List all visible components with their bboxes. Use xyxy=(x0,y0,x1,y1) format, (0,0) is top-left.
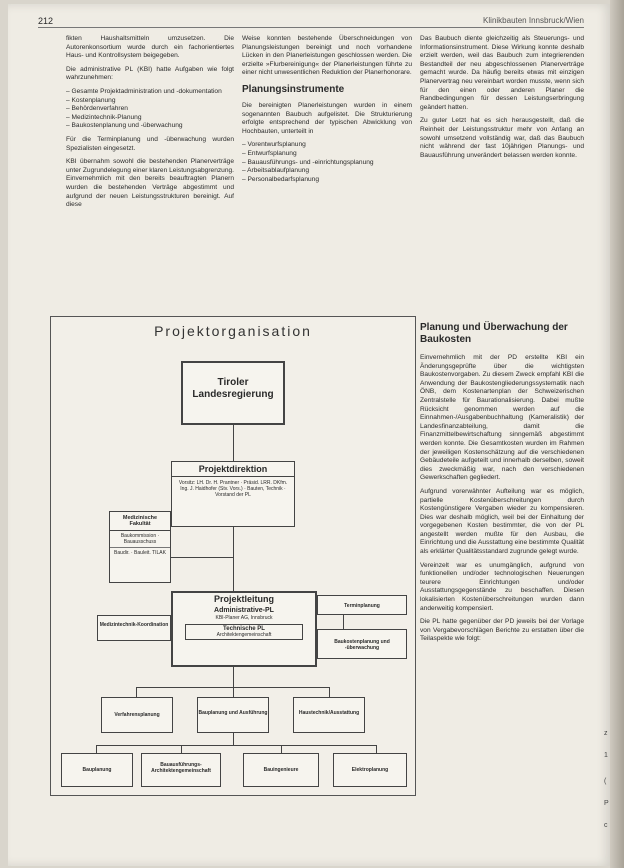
book-spine xyxy=(610,0,624,868)
box-label: Terminplanung xyxy=(344,603,380,609)
list-item: – Behördenverfahren xyxy=(66,105,234,114)
margin-glyph: z xyxy=(604,730,608,737)
box-label: Technische PL xyxy=(223,626,265,632)
list-item: – Baukostenplanung und -überwachung xyxy=(66,122,234,131)
row4-box xyxy=(333,753,407,787)
row4-box xyxy=(61,753,133,787)
connector xyxy=(96,745,376,746)
diagram-title: Projektorganisation xyxy=(154,323,312,339)
list-item: – Gesamte Projektadministration und -dokumentation xyxy=(66,88,234,97)
planning-list xyxy=(242,141,412,184)
header-rule xyxy=(38,27,584,28)
box-label: Baukostenplanung und -überwachung xyxy=(334,639,390,651)
paragraph: fikten Haushaltsmitteln umzusetzen. Die Autorenkonsortium wurde durch ein fachorientiertes Haus- und Kontrollsystem beigegeben. xyxy=(66,35,234,60)
section-heading: Planung und Überwachung der Baukosten xyxy=(420,322,568,345)
paragraph: Vereinzelt war es unumgänglich, aufgrund von funktionellen und/oder technologischen Neuerungen teurere Einrichtungen und/oder Ausstattungsgegenstände zu beschaffen. Diesen lokalisierten Kostenüberschreitungen wurden dann anderweitig kompensiert. xyxy=(420,561,584,612)
column-3-top xyxy=(420,35,584,165)
list-item: – Bauausführungs- und -einrichtungsplanung xyxy=(242,159,412,168)
landesregierung-box xyxy=(181,361,285,425)
box-label: Bauplanung und Ausführung xyxy=(198,710,268,716)
connector xyxy=(376,745,377,753)
connector xyxy=(233,687,234,697)
box-sublabel: Vorsitz: LH. Dr. H. Prantner · Präsid. LRR. DKfm. Ing. J. Haidhofer (Stv. Vors.) · Bauten, Technik · Vorstand der PL xyxy=(178,480,288,498)
list-item: – Medizintechnik-Planung xyxy=(66,114,234,123)
box-sublabel: Baukommission · Bauausschuss xyxy=(110,531,170,548)
medtech-box xyxy=(97,615,171,641)
box-label: Projektleitung xyxy=(213,594,274,604)
connector xyxy=(329,687,330,697)
kosten-box xyxy=(317,629,407,659)
box-label: Bauingenieure xyxy=(263,767,299,773)
column-1 xyxy=(66,35,234,215)
projektleitung-box xyxy=(171,591,317,667)
connector xyxy=(96,745,97,753)
connector xyxy=(233,527,234,591)
paragraph: Zu guter Letzt hat es sich herausgestellt, daß die Reinheit der Leistungsstruktur mehr von Anfang an sowohl umsetzend vollständig war, daß das Baubuch nicht während der fast 10jährigen Planungs- und Bauausführung unverändert belassen werden konnte. xyxy=(420,117,584,159)
running-head: Klinikbauten Innsbruck/Wien xyxy=(483,16,584,25)
paragraph: KBI übernahm sowohl die bestehenden Planerverträge unter Zugrundelegung einer klaren Leistungsabgrenzung. Einvernehmlich mit den bereits beauftragten Planern wurden die bestehenden Verträge abgestimmt und aufgrund der neuen Leistungsstrukturen bereinigt. Auf diese xyxy=(66,158,234,209)
paragraph: Die bereinigten Planerleistungen wurden in einem sogenannten Baubuch aufgelistet. Die Strukturierung erfolgte entsprechend der typischen Abwicklung von Hochbauten, unterteilt in xyxy=(242,101,412,135)
box-sublabel: Baudir. · Bauleit. TILAK xyxy=(114,550,166,556)
page-number: 212 xyxy=(38,16,54,26)
box-label: Verfahrensplanung xyxy=(114,712,160,718)
box-label: Haustechnik/Ausstattung xyxy=(298,710,360,716)
paragraph: Aufgrund vorerwähnter Aufteilung war es möglich, partielle Kostenüberschreitungen durch Kostengünstigere Vergaben wieder zu kompensieren. Dies war deshalb möglich, weil bei der Einhaltung der vorgegebenen Kosten bestimmter, die von der PL angestellt werden mußte für den Ausbau, die Einrichtung und die Ausstattung eine bestimmte Qualität als erklärter Qualitätsstandard zugrunde gelegt wurde. xyxy=(420,487,584,556)
row4-box xyxy=(141,753,221,787)
box-label: Elektroplanung xyxy=(351,767,389,773)
box-label: Medizinische Fakultät xyxy=(110,512,170,531)
paragraph: Die administrative PL (KBI) hatte Aufgaben wie folgt wahrzunehmen: xyxy=(66,65,234,82)
row3-box xyxy=(101,697,173,733)
column-2 xyxy=(242,35,412,189)
terminplanung-box xyxy=(317,595,407,615)
box-label: Tiroler Landesregierung xyxy=(192,377,274,400)
connector xyxy=(233,667,234,687)
margin-glyph: P xyxy=(604,800,609,807)
fakultaet-box xyxy=(109,511,171,583)
connector xyxy=(136,687,137,697)
list-item: – Kostenplanung xyxy=(66,97,234,106)
box-label: Projektdirektion xyxy=(172,462,294,477)
org-chart xyxy=(50,316,416,796)
box-sublabel: Architektengemeinschaft xyxy=(216,632,272,638)
paragraph: Das Baubuch diente gleichzeitig als Steuerungs- und Informationsinstrument. Diese Wirkung konnte deshalb erzielt werden, weil das Baubuch zum integrierenden Bestandteil der neu abgeschlossenen Planerverträge gemacht wurde. Da häufig bereits etwas mit einzigen Planervertrag neu vereinbart worden musste, wenn sich für den einen oder anderen Planer die Randbedingungen für dessen Leistungserbringung geändert hatten. xyxy=(420,35,584,111)
connector xyxy=(281,745,282,753)
box-label: Bauausführungs-Architektengemeinschaft xyxy=(151,762,211,774)
paragraph: Die PL hatte gegenüber der PD jeweils bei der Vorlage von Vergabevorschlägen Berichte zu erstatten über die Teilaspekte wie folgt: xyxy=(420,618,584,643)
list-item: – Vorentwurfsplanung xyxy=(242,141,412,150)
connector xyxy=(233,733,234,745)
row3-box xyxy=(293,697,365,733)
task-list xyxy=(66,88,234,131)
connector xyxy=(233,425,234,461)
box-label: Medizintechnik-Koordination xyxy=(99,622,169,628)
connector xyxy=(171,557,233,558)
section-heading: Planungsinstrumente xyxy=(242,83,345,95)
column-3-bottom xyxy=(420,322,584,649)
list-item: – Entwurfsplanung xyxy=(242,150,412,159)
box-label: Administrative-PL xyxy=(214,607,274,614)
box-sublabel: KBI-Planer AG, Innsbruck xyxy=(215,615,273,621)
list-item: – Personalbedarfsplanung xyxy=(242,176,412,185)
row3-box xyxy=(197,697,269,733)
margin-glyph: 1 xyxy=(604,752,608,759)
paragraph: Einvernehmlich mit der PD erstellte KBI ein Änderungsgeprüfte über die wichtigsten Baukostenvorgaben. Zu diesem Zweck empfahl KBI die Anwendung der Baukostengliederungssystematik nach ÖNB, dem Kostenartenplan der Schweizerischen Zentralstelle für Baurationalisierung. Dabei mußte Rücksicht genommen werden auf die Einnahmen-/Ausgabenbuchhaltung (Kameralistik) der Landesfinanzabteilung, damit die Finanzmittelbewirtschaftung sinngemäß abgestimmt werden konnte. Die Gesamtkosten wurden im Rahmen der jeweiligen Kostenschätzung auf die verschiedenen Gebäudeteile aufgeteilt und innerhalb derselben, soweit dies zweckmäßig war, nach den verschiedenen Gewerkschaften gegliedert. xyxy=(420,354,584,482)
paragraph: Weise konnten bestehende Überschneidungen von Planungsleistungen bereinigt und noch vorhandene Lücken in den Planerleistungen geschlossen werden. Die erzielte »Flurbereinigung« der Planerleistungen führte zu einer nicht unwesentlichen Reduktion der Planerhonorare. xyxy=(242,35,412,77)
margin-glyph: ( xyxy=(604,778,607,785)
margin-glyph: c xyxy=(604,822,608,829)
connector xyxy=(181,745,182,753)
list-item: – Arbeitsablaufplanung xyxy=(242,167,412,176)
projektdirektion-box xyxy=(171,461,295,527)
box-label: Bauplanung xyxy=(82,767,112,773)
paragraph: Für die Terminplanung und -überwachung wurden Spezialisten eingesetzt. xyxy=(66,135,234,152)
row4-box xyxy=(243,753,319,787)
